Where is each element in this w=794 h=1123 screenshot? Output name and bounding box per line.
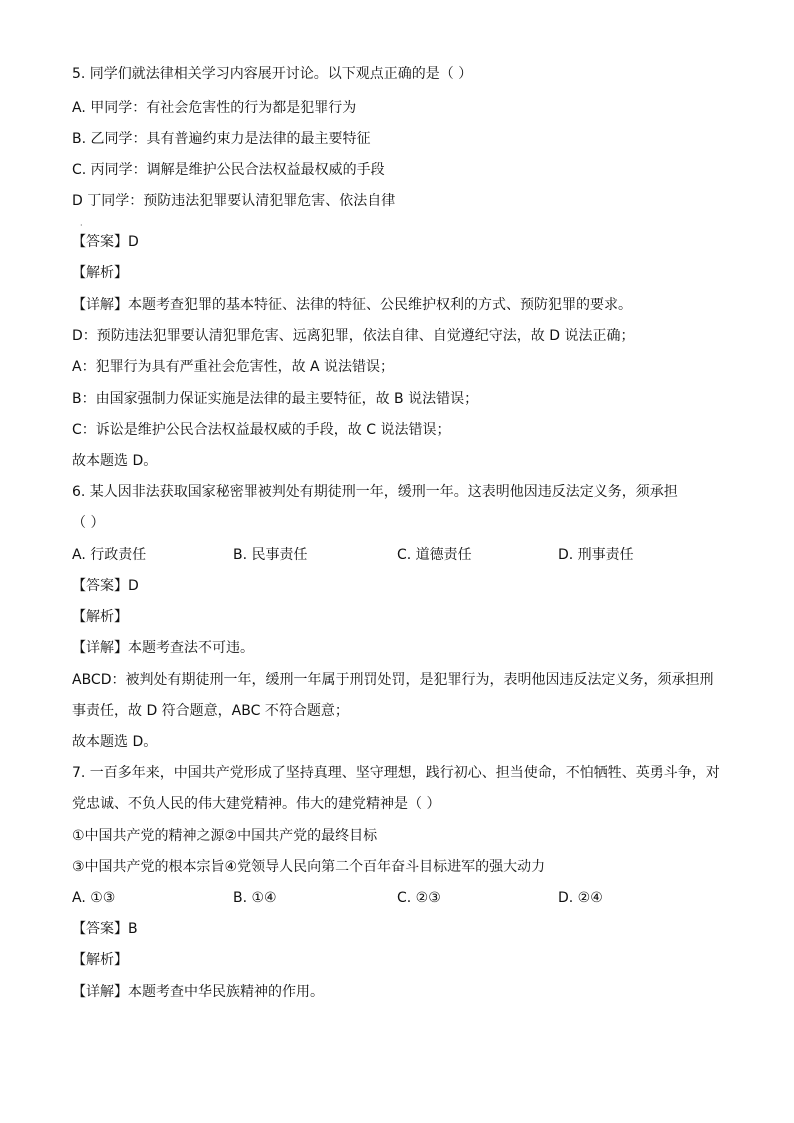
q5-detail-line: C：诉讼是维护公民合法权益最权威的手段，故 C 说法错误； xyxy=(72,422,451,438)
q6-detail-line: ABCD：被判处有期徒刑一年，缓刑一年属于刑罚处罚，是犯罪行为，表明他因违反法定义务，须承担刑 xyxy=(72,672,714,688)
q6-answer: 【答案】D xyxy=(72,578,139,594)
q6-detail-line: 事责任，故 D 符合题意，ABC 不符合题意； xyxy=(72,703,349,719)
q7-statement-line: ③中国共产党的根本宗旨④党领导人民向第二个百年奋斗目标进军的强大动力 xyxy=(72,859,546,875)
q5-option-c: C. 丙同学：调解是维护公民合法权益最权威的手段 xyxy=(72,162,385,178)
q5-option-a: A. 甲同学：有社会危害性的行为都是犯罪行为 xyxy=(72,100,357,116)
q6-stem-line-1: 6. 某人因非法获取国家秘密罪被判处有期徒刑一年，缓刑一年。这表明他因违反法定义务，须承担 xyxy=(72,484,678,500)
q7-option-d: D. ②④ xyxy=(558,890,603,906)
q7-option-b: B. ①④ xyxy=(233,890,277,906)
q5-option-d: D 丁同学：预防违法犯罪要认清犯罪危害、依法自律 xyxy=(72,193,396,209)
q6-stem-line-2: （ ） xyxy=(72,515,105,531)
q5-detail-line: B：由国家强制力保证实施是法律的最主要特征，故 B 说法错误； xyxy=(72,391,479,407)
q6-detail-line: 故本题选 D。 xyxy=(72,734,158,750)
q5-detail-line: D：预防违法犯罪要认清犯罪危害、远离犯罪，依法自律、自觉遵纪守法，故 D 说法正确； xyxy=(72,328,635,344)
q6-detail-line: 【详解】本题考查法不可违。 xyxy=(72,640,254,656)
q7-stem-line-2: 党忠诚、不负人民的伟大建党精神。伟大的建党精神是（ ） xyxy=(72,796,441,812)
q6-analysis-heading: 【解析】 xyxy=(72,609,128,625)
q5-option-b: B. 乙同学：具有普遍约束力是法律的最主要特征 xyxy=(72,131,371,147)
q7-statement-line: ①中国共产党的精神之源②中国共产党的最终目标 xyxy=(72,828,378,844)
stray-mark: · xyxy=(80,221,83,230)
q6-option-d: D. 刑事责任 xyxy=(558,547,634,563)
q7-option-c: C. ②③ xyxy=(397,890,441,906)
q7-stem-line-1: 7. 一百多年来，中国共产党形成了坚持真理、坚守理想，践行初心、担当使命，不怕牺牲、英勇斗争，对 xyxy=(72,765,720,781)
q6-option-c: C. 道德责任 xyxy=(397,547,472,563)
q7-detail-line: 【详解】本题考查中华民族精神的作用。 xyxy=(72,984,324,1000)
q6-option-b: B. 民事责任 xyxy=(233,547,308,563)
q5-detail-line: 【详解】本题考查犯罪的基本特征、法律的特征、公民维护权利的方式、预防犯罪的要求。 xyxy=(72,297,632,313)
q5-detail-line: 故本题选 D。 xyxy=(72,453,158,469)
q7-analysis-heading: 【解析】 xyxy=(72,952,128,968)
q5-analysis-heading: 【解析】 xyxy=(72,265,128,281)
q5-answer: 【答案】D xyxy=(72,234,139,250)
q7-answer: 【答案】B xyxy=(72,921,138,937)
q6-option-a: A. 行政责任 xyxy=(72,547,147,563)
q7-option-a: A. ①③ xyxy=(72,890,116,906)
q5-stem: 5. 同学们就法律相关学习内容展开讨论。以下观点正确的是（ ） xyxy=(72,66,473,82)
q5-detail-line: A：犯罪行为具有严重社会危害性，故 A 说法错误； xyxy=(72,359,395,375)
